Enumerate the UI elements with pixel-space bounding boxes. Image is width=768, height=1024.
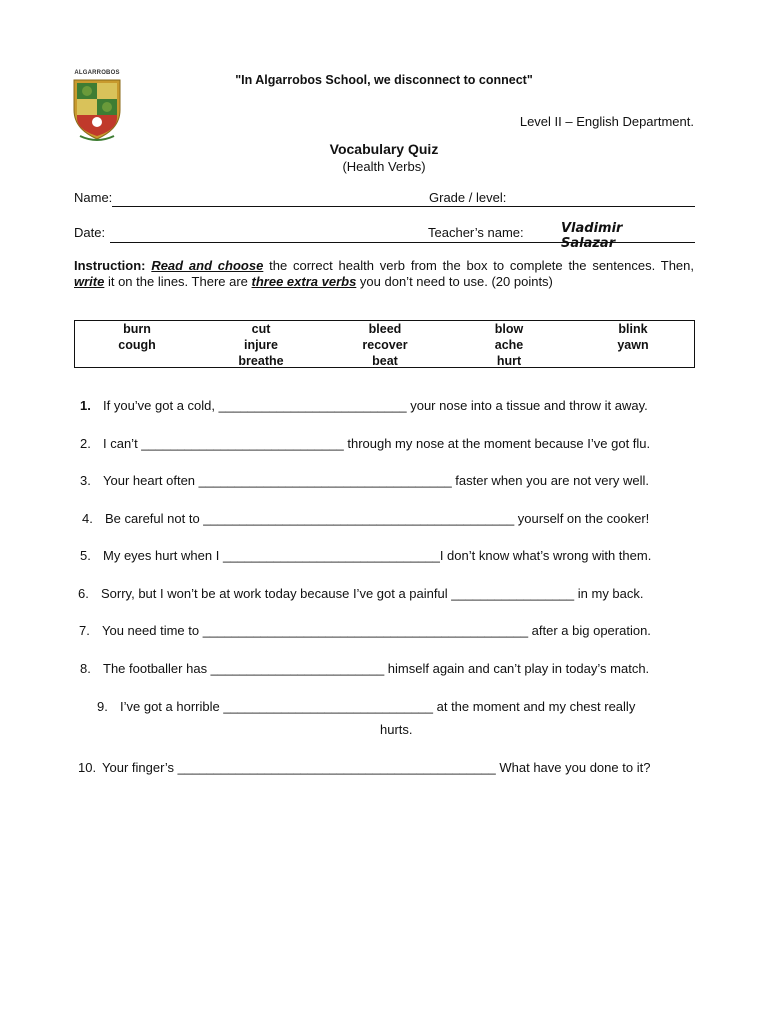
verb-box (74, 320, 695, 368)
name-label: Name: (74, 190, 113, 205)
question-text: I can’t ____________________________ through my nose at the moment because I’ve got flu. (103, 436, 651, 451)
question-number: 3. (80, 473, 91, 488)
verb-word: blink (618, 322, 648, 336)
verb-word: cut (251, 322, 271, 336)
logo-text: ALGARROBOS (74, 70, 120, 76)
instruction-label: Instruction: (74, 258, 146, 273)
verb-word: ache (494, 338, 524, 352)
teacher-name-value: Vladimir Salazar (561, 221, 623, 251)
question-text: Sorry, but I won’t be at work today because I’ve got a painful _________________ in my back. (101, 586, 644, 601)
verb-word: hurt (496, 354, 522, 368)
question-8[interactable] (80, 661, 649, 676)
verb-word: burn (123, 322, 151, 336)
question-text: Your heart often ___________________________________ faster when you are not very well. (103, 473, 649, 488)
verb-word: yawn (617, 338, 649, 352)
verb-word: injure (243, 338, 279, 352)
instruction-three-extra: three extra verbs (251, 273, 357, 289)
question-number: 5. (80, 548, 91, 563)
department-label: Level II – English Department. (519, 114, 694, 129)
question-text: Be careful not to ___________________________________________ yourself on the cooker! (105, 511, 650, 526)
question-text: I’ve got a horrible _____________________________ at the moment and my chest really (120, 699, 636, 714)
question-9-continuation: hurts. (380, 722, 413, 737)
verb-column-1 (75, 321, 199, 353)
verb-word: cough (118, 338, 156, 352)
quiz-title: Vocabulary Quiz (329, 141, 439, 157)
question-number: 1. (80, 398, 91, 413)
question-1[interactable] (80, 398, 648, 413)
question-number: 9. (97, 699, 108, 714)
verb-word: recover (362, 338, 408, 352)
question-number: 8. (80, 661, 91, 676)
instruction-text-2: it on the lines. There are (104, 273, 252, 289)
question-4[interactable] (82, 511, 649, 526)
question-text: The footballer has ________________________ himself again and can’t play in today’s match. (103, 661, 650, 676)
verb-column-5 (571, 321, 695, 353)
question-2[interactable] (80, 436, 650, 451)
teacher-label: Teacher’s name: (428, 225, 524, 240)
verb-word: bleed (368, 322, 402, 336)
date-label: Date: (74, 225, 106, 240)
question-text: My eyes hurt when I ______________________________I don’t know what’s wrong with them. (103, 548, 652, 563)
instruction-read-choose: Read and choose (151, 258, 264, 273)
instruction-text-1: the correct health verb from the box to complete the sentences. Then, (263, 258, 694, 273)
verb-word: breathe (238, 354, 284, 368)
question-7[interactable] (79, 623, 651, 638)
school-motto: "In Algarrobos School, we disconnect to connect" (235, 73, 533, 87)
instruction-write: write (74, 273, 105, 289)
question-5[interactable] (80, 548, 651, 563)
question-text: Your finger’s ____________________________________________ What have you done to it? (102, 760, 651, 775)
verb-column-2 (199, 321, 323, 369)
name-line[interactable] (112, 206, 695, 207)
verb-column-4 (447, 321, 571, 369)
grade-label: Grade / level: (429, 190, 507, 205)
question-10[interactable] (78, 760, 650, 775)
verb-word: blow (494, 322, 524, 336)
instruction (74, 258, 694, 289)
question-6[interactable] (78, 586, 644, 601)
question-3[interactable] (80, 473, 649, 488)
question-text: If you’ve got a cold, __________________________ your nose into a tissue and throw it away. (103, 398, 648, 413)
question-9[interactable] (97, 699, 635, 714)
verb-word: beat (372, 354, 398, 368)
question-number: 2. (80, 436, 91, 451)
question-number: 10. (78, 760, 97, 775)
question-number: 4. (82, 511, 93, 526)
question-text: You need time to _____________________________________________ after a big operation. (102, 623, 651, 638)
question-number: 7. (79, 623, 90, 638)
instruction-text-3: you don’t need to use. (20 points) (356, 273, 553, 289)
quiz-subtitle: (Health Verbs) (342, 159, 426, 174)
verb-column-3 (323, 321, 447, 369)
question-number: 6. (78, 586, 89, 601)
